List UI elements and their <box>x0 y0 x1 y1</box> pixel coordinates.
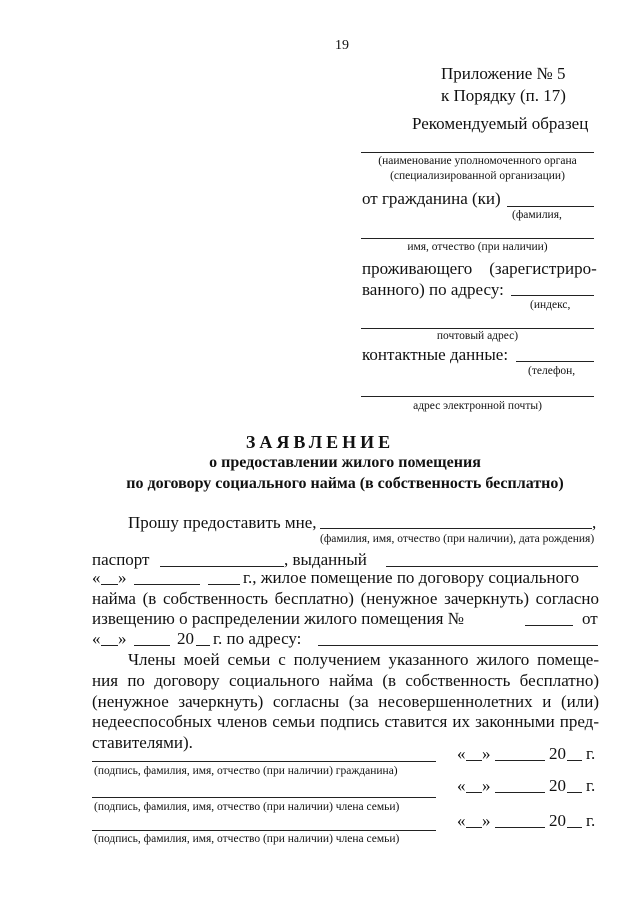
sig2-month-line[interactable] <box>495 792 545 793</box>
address-line[interactable] <box>511 295 594 296</box>
para2-line-5: ставителями). <box>92 733 193 752</box>
para2-line-2: ния по договору социального найма (в собственность бесплатно) <box>92 671 599 690</box>
index-hint: (индекс, <box>530 299 571 311</box>
phone-hint: (телефон, <box>528 365 576 377</box>
person-hint: (фамилия, имя, отчество (при наличии), дата рождения) <box>320 533 595 545</box>
sig3-quote-open: « <box>457 811 466 830</box>
sig3-month-line[interactable] <box>495 827 545 828</box>
quote-close-2: » <box>118 629 127 648</box>
body-line-3: найма (в собственность бесплатно) (ненужное зачеркнуть) согласно <box>92 589 599 608</box>
title-subline-2: по договору социального найма (в собственность бесплатно) <box>126 475 564 492</box>
organ-hint-2: (специализированной организации) <box>390 170 565 182</box>
contacts-line[interactable] <box>516 361 594 362</box>
sig2-year: 20 <box>549 776 566 795</box>
notice-number-line[interactable] <box>525 625 573 626</box>
property-address-line[interactable] <box>318 645 598 646</box>
document-title: ЗАЯВЛЕНИЕ <box>245 432 395 452</box>
year-line[interactable] <box>208 584 240 585</box>
name-hint: имя, отчество (при наличии) <box>407 241 548 253</box>
quote-open: « <box>92 568 101 587</box>
request-start: Прошу предоставить мне, <box>128 513 317 532</box>
signature-line-family-2[interactable] <box>92 830 436 831</box>
person-line[interactable] <box>320 528 592 529</box>
notice-from-label: от <box>582 609 598 628</box>
email-hint: адрес электронной почты) <box>413 400 542 412</box>
sig1-year: 20 <box>549 744 566 763</box>
issued-by-line[interactable] <box>386 566 598 567</box>
request-comma: , <box>592 513 597 532</box>
sig2-g: г. <box>586 776 596 795</box>
postal-hint: почтовый адрес) <box>436 330 519 342</box>
para2-line-4: недееспособных членов семьи подпись ставится их законными пред- <box>92 712 599 731</box>
sig1-year-line[interactable] <box>567 760 582 761</box>
sig3-year: 20 <box>549 811 566 830</box>
issued-label: , выданный <box>284 550 367 569</box>
para2-line-1: Члены моей семьи с получением указанного жилого помеще- <box>128 650 599 669</box>
sig2-year-line[interactable] <box>567 792 582 793</box>
sample-label: Рекомендуемый образец <box>412 114 589 133</box>
sig2-quote-close: » <box>482 776 491 795</box>
address-label: г. по адресу: <box>213 629 302 648</box>
email-line[interactable] <box>361 396 594 397</box>
organ-hint: (наименование уполномоченного органа <box>378 155 577 167</box>
sig1-quote-open: « <box>457 744 466 763</box>
sig3-g: г. <box>586 811 596 830</box>
signature-line-citizen[interactable] <box>92 761 436 762</box>
residing-label: проживающего (зарегистриро- <box>362 259 597 278</box>
surname-hint: (фамилия, <box>512 209 562 221</box>
day-line-2[interactable] <box>101 645 118 646</box>
residing-label-2: ванного) по адресу: <box>362 280 504 299</box>
date-suffix-text: г., жилое помещение по договору социального <box>243 568 580 587</box>
passport-label: паспорт <box>92 550 150 569</box>
contacts-label: контактные данные: <box>362 345 509 364</box>
signature-hint-family-1: (подпись, фамилия, имя, отчество (при наличии) члена семьи) <box>94 801 400 813</box>
order-reference: к Порядку (п. 17) <box>441 86 566 105</box>
organ-name-line[interactable] <box>361 152 594 153</box>
sig3-day-line[interactable] <box>466 827 482 828</box>
sig2-quote-open: « <box>457 776 466 795</box>
day-line[interactable] <box>101 584 118 585</box>
quote-close: » <box>118 568 127 587</box>
sig2-day-line[interactable] <box>466 792 482 793</box>
page-number: 19 <box>335 38 349 53</box>
month-line-2[interactable] <box>134 645 170 646</box>
signature-hint-citizen: (подпись, фамилия, имя, отчество (при наличии) гражданина) <box>94 765 398 777</box>
signature-hint-family-2: (подпись, фамилия, имя, отчество (при наличии) члена семьи) <box>94 833 400 845</box>
from-citizen-label: от гражданина (ки) <box>362 189 501 208</box>
para2-line-3: (ненужное зачеркнуть) согласны (за несовершеннолетних и (или) <box>92 692 599 711</box>
sig1-day-line[interactable] <box>466 760 482 761</box>
sig1-g: г. <box>586 744 596 763</box>
title-subline-1: о предоставлении жилого помещения <box>209 454 481 471</box>
sig1-quote-close: » <box>482 744 491 763</box>
appendix-label: Приложение № 5 <box>441 64 566 83</box>
signature-line-family-1[interactable] <box>92 797 436 798</box>
passport-number-line[interactable] <box>160 566 284 567</box>
quote-open-2: « <box>92 629 101 648</box>
month-line[interactable] <box>134 584 200 585</box>
notice-text: извещению о распределении жилого помещения № <box>92 609 464 628</box>
sig3-quote-close: » <box>482 811 491 830</box>
sig1-month-line[interactable] <box>495 760 545 761</box>
year-line-2[interactable] <box>196 645 210 646</box>
year-prefix: 20 <box>177 629 194 648</box>
sig3-year-line[interactable] <box>567 827 582 828</box>
surname-line[interactable] <box>507 206 594 207</box>
postal-address-line[interactable] <box>361 328 594 329</box>
name-line[interactable] <box>361 238 594 239</box>
